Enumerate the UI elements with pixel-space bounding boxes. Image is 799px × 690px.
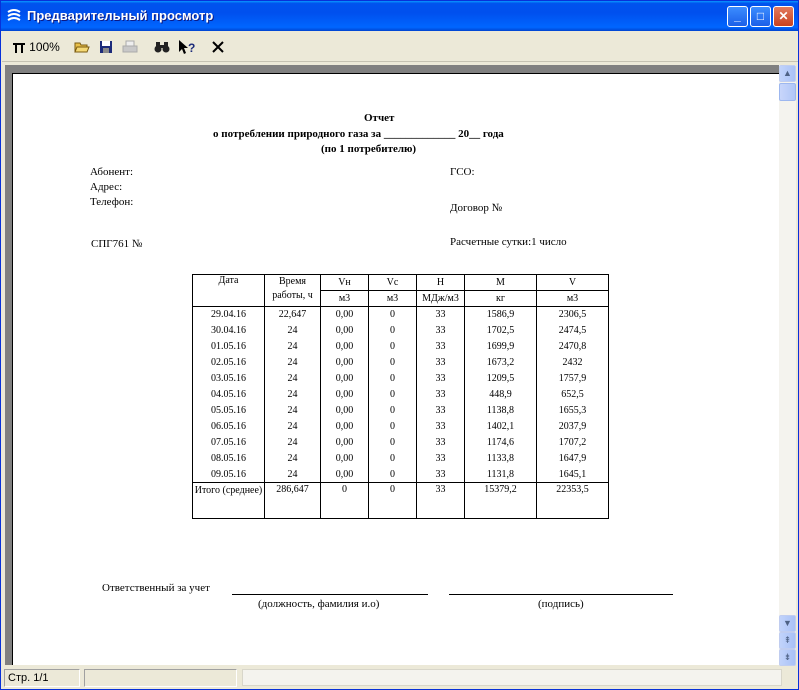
close-x-icon	[212, 41, 224, 53]
cell-h: 33	[417, 451, 465, 467]
cell-m: 1131,8	[465, 467, 537, 483]
cell-v: 2470,8	[537, 339, 609, 355]
cell-vn: 0,00	[321, 419, 369, 435]
cell-h: 33	[417, 387, 465, 403]
cell-v: 2474,5	[537, 323, 609, 339]
report-subtitle: о потреблении природного газа за _____________ 20__ года	[213, 128, 504, 140]
cell-date: 29.04.16	[193, 307, 265, 323]
cell-m: 1699,9	[465, 339, 537, 355]
cell-h: 33	[417, 355, 465, 371]
cell-v: 1645,1	[537, 467, 609, 483]
header-m: M	[465, 275, 537, 291]
header-h: H	[417, 275, 465, 291]
total-h: 33	[417, 483, 465, 519]
cell-date: 06.05.16	[193, 419, 265, 435]
help-pointer-icon	[177, 39, 197, 55]
minimize-button[interactable]	[727, 6, 748, 27]
cell-date: 07.05.16	[193, 435, 265, 451]
cell-v: 2306,5	[537, 307, 609, 323]
header-v: V	[537, 275, 609, 291]
total-v: 22353,5	[537, 483, 609, 519]
cell-time: 24	[265, 339, 321, 355]
cell-m: 1586,9	[465, 307, 537, 323]
cell-vc: 0	[369, 387, 417, 403]
cell-time: 22,647	[265, 307, 321, 323]
find-button[interactable]	[152, 37, 172, 57]
cell-time: 24	[265, 403, 321, 419]
cell-vc: 0	[369, 371, 417, 387]
cell-vn: 0,00	[321, 403, 369, 419]
cell-h: 33	[417, 435, 465, 451]
cell-vn: 0,00	[321, 355, 369, 371]
open-button[interactable]	[72, 37, 92, 57]
page-up-button[interactable]	[779, 632, 796, 649]
close-icon: ✕	[778, 9, 789, 23]
table-row	[193, 403, 609, 419]
svg-text:?: ?	[188, 41, 196, 55]
scroll-down-button[interactable]	[779, 615, 796, 632]
signature-line	[449, 594, 673, 595]
total-m: 15379,2	[465, 483, 537, 519]
table-row	[193, 467, 609, 483]
cell-h: 33	[417, 467, 465, 483]
cell-m: 1133,8	[465, 451, 537, 467]
title-bar[interactable]	[1, 1, 798, 31]
cell-v: 1647,9	[537, 451, 609, 467]
cell-v: 652,5	[537, 387, 609, 403]
phone-label: Телефон:	[90, 196, 134, 208]
cell-vn: 0,00	[321, 323, 369, 339]
help-button[interactable]	[176, 37, 198, 57]
report-page	[12, 73, 779, 665]
cell-vn: 0,00	[321, 307, 369, 323]
preview-viewport[interactable]	[5, 65, 779, 665]
position-caption: (должность, фамилия и.о)	[258, 598, 380, 610]
zoom-button[interactable]	[12, 37, 60, 57]
consumption-table	[192, 274, 609, 519]
maximize-icon: □	[756, 9, 765, 23]
cell-date: 08.05.16	[193, 451, 265, 467]
down-arrow-icon: ▼	[783, 618, 792, 628]
unit-m: кг	[465, 291, 537, 307]
cell-m: 448,9	[465, 387, 537, 403]
scroll-thumb[interactable]	[779, 83, 796, 101]
cell-m: 1209,5	[465, 371, 537, 387]
cell-vc: 0	[369, 323, 417, 339]
cell-vc: 0	[369, 403, 417, 419]
device-label: СПГ761 №	[91, 238, 143, 250]
cell-time: 24	[265, 387, 321, 403]
cell-date: 09.05.16	[193, 467, 265, 483]
cell-h: 33	[417, 339, 465, 355]
table-row	[193, 323, 609, 339]
cell-vn: 0,00	[321, 387, 369, 403]
cell-vc: 0	[369, 339, 417, 355]
cell-time: 24	[265, 371, 321, 387]
print-button[interactable]	[120, 37, 140, 57]
minimize-icon: _	[734, 9, 741, 23]
cell-v: 2432	[537, 355, 609, 371]
cell-vn: 0,00	[321, 371, 369, 387]
cell-time: 24	[265, 451, 321, 467]
page-down-button[interactable]	[779, 649, 796, 666]
cell-date: 05.05.16	[193, 403, 265, 419]
total-label: Итого (среднее)	[193, 483, 265, 519]
billing-day-label: Расчетные сутки:1 число	[450, 236, 567, 248]
table-header-row	[193, 275, 609, 291]
page-indicator: Стр. 1/1	[4, 669, 80, 687]
total-time: 286,647	[265, 483, 321, 519]
header-vc: Vc	[369, 275, 417, 291]
cell-vc: 0	[369, 451, 417, 467]
table-row	[193, 451, 609, 467]
horizontal-scrollbar[interactable]	[242, 669, 782, 686]
zoom-label: 100%	[29, 40, 60, 54]
cell-v: 1707,2	[537, 435, 609, 451]
cell-m: 1174,6	[465, 435, 537, 451]
status-panel	[84, 669, 237, 687]
cell-vn: 0,00	[321, 339, 369, 355]
cell-time: 24	[265, 435, 321, 451]
binoculars-icon	[154, 40, 170, 54]
double-up-arrow-icon: ⇞	[783, 635, 792, 645]
save-button[interactable]	[96, 37, 116, 57]
cell-vc: 0	[369, 307, 417, 323]
header-vn: Vн	[321, 275, 369, 291]
cell-m: 1702,5	[465, 323, 537, 339]
zoom-icon	[12, 40, 26, 54]
cell-h: 33	[417, 403, 465, 419]
cell-date: 03.05.16	[193, 371, 265, 387]
cell-h: 33	[417, 371, 465, 387]
signature-caption: (подпись)	[538, 598, 584, 610]
cell-v: 1655,3	[537, 403, 609, 419]
scroll-up-button[interactable]	[779, 65, 796, 82]
cell-time: 24	[265, 467, 321, 483]
cell-date: 04.05.16	[193, 387, 265, 403]
table-row	[193, 371, 609, 387]
save-icon	[99, 40, 113, 54]
table-row	[193, 355, 609, 371]
status-bar	[2, 667, 798, 689]
unit-vc: м3	[369, 291, 417, 307]
cell-h: 33	[417, 419, 465, 435]
table-row	[193, 307, 609, 323]
cell-vc: 0	[369, 419, 417, 435]
maximize-button[interactable]	[750, 6, 771, 27]
address-label: Адрес:	[90, 181, 123, 193]
total-vn: 0	[321, 483, 369, 519]
table-row	[193, 419, 609, 435]
total-row	[193, 483, 609, 519]
open-folder-icon	[74, 40, 90, 54]
report-title: Отчет	[364, 112, 395, 124]
cell-vc: 0	[369, 355, 417, 371]
cell-date: 02.05.16	[193, 355, 265, 371]
cell-vn: 0,00	[321, 451, 369, 467]
cell-m: 1402,1	[465, 419, 537, 435]
cell-vc: 0	[369, 435, 417, 451]
position-sign-line	[232, 594, 428, 595]
cell-time: 24	[265, 323, 321, 339]
up-arrow-icon: ▲	[783, 68, 792, 78]
table-row	[193, 339, 609, 355]
cell-vc: 0	[369, 467, 417, 483]
cell-v: 2037,9	[537, 419, 609, 435]
printer-icon	[122, 40, 138, 54]
abonent-label: Абонент:	[90, 166, 134, 178]
cell-time: 24	[265, 419, 321, 435]
contract-label: Договор №	[450, 202, 503, 214]
cell-date: 30.04.16	[193, 323, 265, 339]
cell-h: 33	[417, 323, 465, 339]
total-vc: 0	[369, 483, 417, 519]
unit-v: м3	[537, 291, 609, 307]
cell-v: 1757,9	[537, 371, 609, 387]
cell-m: 1138,8	[465, 403, 537, 419]
unit-h: МДж/м3	[417, 291, 465, 307]
header-time: Время работы, ч	[265, 275, 321, 307]
responsible-label: Ответственный за учет	[102, 582, 210, 594]
gso-label: ГСО:	[450, 166, 475, 178]
toolbar	[2, 32, 798, 62]
close-preview-button[interactable]	[208, 37, 228, 57]
table-row	[193, 435, 609, 451]
double-down-arrow-icon: ⇟	[783, 652, 792, 662]
cell-m: 1673,2	[465, 355, 537, 371]
window-title: Предварительный просмотр	[27, 8, 214, 23]
cell-vn: 0,00	[321, 435, 369, 451]
cell-h: 33	[417, 307, 465, 323]
close-button[interactable]	[773, 6, 794, 27]
app-icon	[6, 8, 22, 24]
cell-vn: 0,00	[321, 467, 369, 483]
header-date: Дата	[193, 275, 265, 307]
cell-time: 24	[265, 355, 321, 371]
report-subtitle2: (по 1 потребителю)	[321, 143, 417, 155]
unit-vn: м3	[321, 291, 369, 307]
cell-date: 01.05.16	[193, 339, 265, 355]
vertical-scrollbar[interactable]	[779, 65, 796, 665]
table-row	[193, 387, 609, 403]
